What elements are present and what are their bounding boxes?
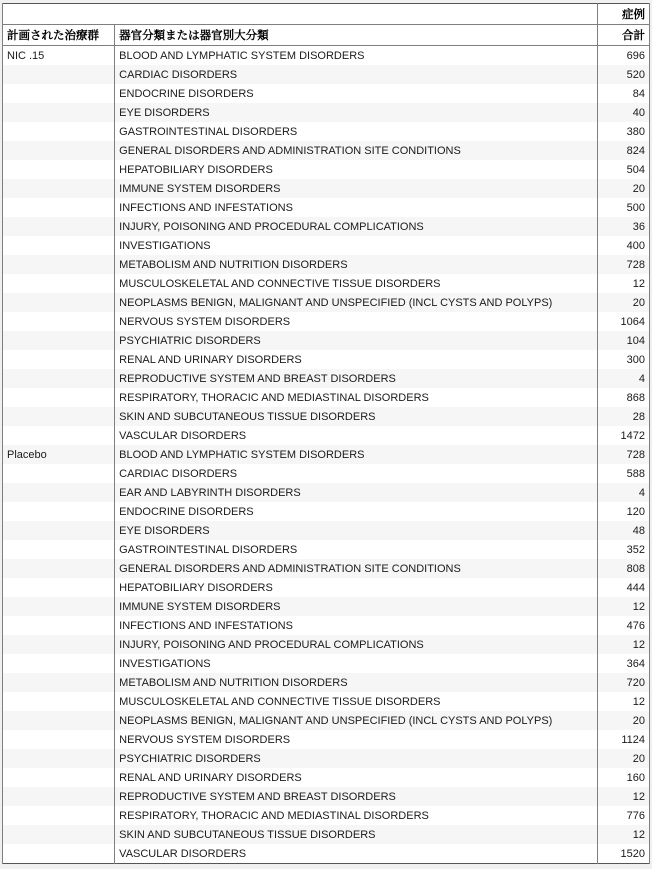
- case-total-cell: 12: [597, 597, 649, 616]
- table-row: [3, 331, 650, 350]
- treatment-group-cell: [3, 654, 115, 673]
- table-row: [3, 749, 650, 768]
- table-row: [3, 635, 650, 654]
- table-row: [3, 654, 650, 673]
- treatment-group-cell: Placebo: [3, 445, 115, 464]
- treatment-group-cell: [3, 160, 115, 179]
- table-row: [3, 274, 650, 293]
- organ-class-cell: CARDIAC DISORDERS: [115, 464, 598, 483]
- organ-class-cell: EYE DISORDERS: [115, 103, 598, 122]
- case-total-cell: 4: [597, 483, 649, 502]
- table-row: [3, 711, 650, 730]
- treatment-group-cell: [3, 426, 115, 445]
- organ-class-cell: ENDOCRINE DISORDERS: [115, 502, 598, 521]
- case-total-cell: 808: [597, 559, 649, 578]
- organ-class-cell: VASCULAR DISORDERS: [115, 426, 598, 445]
- treatment-group-cell: [3, 806, 115, 825]
- case-total-cell: 728: [597, 255, 649, 274]
- organ-class-cell: INJURY, POISONING AND PROCEDURAL COMPLICATIONS: [115, 217, 598, 236]
- header-row-top: [3, 4, 650, 25]
- organ-class-cell: NEOPLASMS BENIGN, MALIGNANT AND UNSPECIFIED (INCL CYSTS AND POLYPS): [115, 293, 598, 312]
- organ-class-cell: CARDIAC DISORDERS: [115, 65, 598, 84]
- case-total-cell: 48: [597, 521, 649, 540]
- case-total-cell: 300: [597, 350, 649, 369]
- treatment-group-cell: [3, 844, 115, 864]
- table-row: [3, 46, 650, 66]
- treatment-group-cell: [3, 141, 115, 160]
- table-body: [3, 46, 650, 864]
- treatment-group-cell: [3, 369, 115, 388]
- case-total-cell: 1124: [597, 730, 649, 749]
- organ-class-cell: METABOLISM AND NUTRITION DISORDERS: [115, 255, 598, 274]
- case-total-cell: 20: [597, 711, 649, 730]
- organ-class-cell: RENAL AND URINARY DISORDERS: [115, 768, 598, 787]
- case-total-cell: 12: [597, 825, 649, 844]
- treatment-group-cell: [3, 255, 115, 274]
- treatment-group-cell: [3, 597, 115, 616]
- case-total-cell: 1520: [597, 844, 649, 864]
- table-row: [3, 236, 650, 255]
- treatment-group-cell: [3, 236, 115, 255]
- treatment-group-cell: [3, 103, 115, 122]
- organ-class-cell: HEPATOBILIARY DISORDERS: [115, 160, 598, 179]
- case-total-cell: 500: [597, 198, 649, 217]
- treatment-group-cell: [3, 578, 115, 597]
- table-row: [3, 255, 650, 274]
- treatment-group-cell: [3, 84, 115, 103]
- case-total-cell: 28: [597, 407, 649, 426]
- table-row: [3, 141, 650, 160]
- organ-class-cell: HEPATOBILIARY DISORDERS: [115, 578, 598, 597]
- table-row: [3, 559, 650, 578]
- treatment-group-cell: [3, 483, 115, 502]
- organ-class-cell: PSYCHIATRIC DISORDERS: [115, 331, 598, 350]
- case-total-cell: 40: [597, 103, 649, 122]
- case-total-cell: 588: [597, 464, 649, 483]
- table-row: [3, 198, 650, 217]
- case-total-cell: 12: [597, 635, 649, 654]
- organ-class-cell: SKIN AND SUBCUTANEOUS TISSUE DISORDERS: [115, 407, 598, 426]
- table-row: [3, 160, 650, 179]
- table-row: [3, 65, 650, 84]
- table-row: [3, 673, 650, 692]
- case-total-cell: 1064: [597, 312, 649, 331]
- case-total-cell: 36: [597, 217, 649, 236]
- table-row: [3, 616, 650, 635]
- table-row: [3, 806, 650, 825]
- case-total-cell: 4: [597, 369, 649, 388]
- table-row: [3, 768, 650, 787]
- table-row: [3, 445, 650, 464]
- organ-class-cell: GENERAL DISORDERS AND ADMINISTRATION SITE CONDITIONS: [115, 141, 598, 160]
- organ-class-cell: BLOOD AND LYMPHATIC SYSTEM DISORDERS: [115, 445, 598, 464]
- organ-class-cell: RENAL AND URINARY DISORDERS: [115, 350, 598, 369]
- organ-class-cell: VASCULAR DISORDERS: [115, 844, 598, 864]
- table-row: [3, 597, 650, 616]
- table-row: [3, 483, 650, 502]
- treatment-group-cell: [3, 540, 115, 559]
- treatment-group-cell: [3, 787, 115, 806]
- table-row: [3, 122, 650, 141]
- treatment-group-cell: [3, 559, 115, 578]
- case-total-cell: 12: [597, 787, 649, 806]
- table-row: [3, 103, 650, 122]
- organ-class-cell: MUSCULOSKELETAL AND CONNECTIVE TISSUE DISORDERS: [115, 274, 598, 293]
- treatment-group-cell: [3, 692, 115, 711]
- case-total-cell: 476: [597, 616, 649, 635]
- table-row: [3, 540, 650, 559]
- organ-class-cell: GASTROINTESTINAL DISORDERS: [115, 122, 598, 141]
- case-total-cell: 400: [597, 236, 649, 255]
- header-treatment-group: 計画された治療群: [3, 25, 115, 46]
- case-total-cell: 868: [597, 388, 649, 407]
- table-row: [3, 464, 650, 483]
- table-row: [3, 730, 650, 749]
- case-total-cell: 824: [597, 141, 649, 160]
- header-total-label: 合計: [597, 25, 649, 46]
- table-row: [3, 825, 650, 844]
- table-row: [3, 312, 650, 331]
- table-row: [3, 787, 650, 806]
- organ-class-cell: NERVOUS SYSTEM DISORDERS: [115, 312, 598, 331]
- organ-class-cell: RESPIRATORY, THORACIC AND MEDIASTINAL DISORDERS: [115, 806, 598, 825]
- treatment-group-cell: [3, 350, 115, 369]
- case-total-cell: 696: [597, 46, 649, 66]
- case-total-cell: 12: [597, 692, 649, 711]
- organ-class-cell: REPRODUCTIVE SYSTEM AND BREAST DISORDERS: [115, 369, 598, 388]
- case-total-cell: 20: [597, 749, 649, 768]
- organ-class-cell: IMMUNE SYSTEM DISORDERS: [115, 597, 598, 616]
- treatment-group-cell: [3, 312, 115, 331]
- treatment-group-cell: NIC .15: [3, 46, 115, 66]
- treatment-group-cell: [3, 730, 115, 749]
- treatment-group-cell: [3, 407, 115, 426]
- treatment-group-cell: [3, 616, 115, 635]
- case-total-cell: 20: [597, 179, 649, 198]
- soc-summary-table: [2, 3, 650, 864]
- case-total-cell: 104: [597, 331, 649, 350]
- organ-class-cell: ENDOCRINE DISORDERS: [115, 84, 598, 103]
- table-row: [3, 407, 650, 426]
- case-total-cell: 12: [597, 274, 649, 293]
- treatment-group-cell: [3, 274, 115, 293]
- case-total-cell: 84: [597, 84, 649, 103]
- treatment-group-cell: [3, 65, 115, 84]
- table-row: [3, 844, 650, 864]
- case-total-cell: 160: [597, 768, 649, 787]
- organ-class-cell: INFECTIONS AND INFESTATIONS: [115, 616, 598, 635]
- organ-class-cell: REPRODUCTIVE SYSTEM AND BREAST DISORDERS: [115, 787, 598, 806]
- table-row: [3, 692, 650, 711]
- table-row: [3, 350, 650, 369]
- case-total-cell: 728: [597, 445, 649, 464]
- treatment-group-cell: [3, 711, 115, 730]
- table-row: [3, 578, 650, 597]
- table-row: [3, 521, 650, 540]
- treatment-group-cell: [3, 635, 115, 654]
- treatment-group-cell: [3, 749, 115, 768]
- organ-class-cell: INVESTIGATIONS: [115, 236, 598, 255]
- treatment-group-cell: [3, 293, 115, 312]
- organ-class-cell: GENERAL DISORDERS AND ADMINISTRATION SITE CONDITIONS: [115, 559, 598, 578]
- table-row: [3, 84, 650, 103]
- organ-class-cell: METABOLISM AND NUTRITION DISORDERS: [115, 673, 598, 692]
- organ-class-cell: PSYCHIATRIC DISORDERS: [115, 749, 598, 768]
- case-total-cell: 1472: [597, 426, 649, 445]
- header-row-bottom: [3, 25, 650, 46]
- organ-class-cell: INJURY, POISONING AND PROCEDURAL COMPLICATIONS: [115, 635, 598, 654]
- organ-class-cell: NEOPLASMS BENIGN, MALIGNANT AND UNSPECIFIED (INCL CYSTS AND POLYPS): [115, 711, 598, 730]
- table-header: [3, 4, 650, 46]
- case-total-cell: 504: [597, 160, 649, 179]
- organ-class-cell: BLOOD AND LYMPHATIC SYSTEM DISORDERS: [115, 46, 598, 66]
- treatment-group-cell: [3, 198, 115, 217]
- treatment-group-cell: [3, 122, 115, 141]
- treatment-group-cell: [3, 521, 115, 540]
- table-row: [3, 388, 650, 407]
- organ-class-cell: INFECTIONS AND INFESTATIONS: [115, 198, 598, 217]
- case-total-cell: 380: [597, 122, 649, 141]
- case-total-cell: 20: [597, 293, 649, 312]
- case-total-cell: 720: [597, 673, 649, 692]
- treatment-group-cell: [3, 179, 115, 198]
- treatment-group-cell: [3, 673, 115, 692]
- organ-class-cell: INVESTIGATIONS: [115, 654, 598, 673]
- organ-class-cell: EYE DISORDERS: [115, 521, 598, 540]
- organ-class-cell: MUSCULOSKELETAL AND CONNECTIVE TISSUE DISORDERS: [115, 692, 598, 711]
- table-row: [3, 217, 650, 236]
- treatment-group-cell: [3, 331, 115, 350]
- organ-class-cell: IMMUNE SYSTEM DISORDERS: [115, 179, 598, 198]
- header-spacer-cell: [3, 4, 598, 25]
- table-row: [3, 369, 650, 388]
- organ-class-cell: SKIN AND SUBCUTANEOUS TISSUE DISORDERS: [115, 825, 598, 844]
- organ-class-cell: NERVOUS SYSTEM DISORDERS: [115, 730, 598, 749]
- case-total-cell: 120: [597, 502, 649, 521]
- treatment-group-cell: [3, 825, 115, 844]
- header-organ-class: 器官分類または器官別大分類: [115, 25, 598, 46]
- table-row: [3, 426, 650, 445]
- organ-class-cell: RESPIRATORY, THORACIC AND MEDIASTINAL DISORDERS: [115, 388, 598, 407]
- organ-class-cell: GASTROINTESTINAL DISORDERS: [115, 540, 598, 559]
- case-total-cell: 444: [597, 578, 649, 597]
- table-row: [3, 293, 650, 312]
- treatment-group-cell: [3, 388, 115, 407]
- case-total-cell: 520: [597, 65, 649, 84]
- header-cases-label: 症例: [597, 4, 649, 25]
- case-total-cell: 776: [597, 806, 649, 825]
- case-total-cell: 364: [597, 654, 649, 673]
- organ-class-cell: EAR AND LABYRINTH DISORDERS: [115, 483, 598, 502]
- treatment-group-cell: [3, 217, 115, 236]
- treatment-group-cell: [3, 502, 115, 521]
- table-row: [3, 179, 650, 198]
- treatment-group-cell: [3, 768, 115, 787]
- treatment-group-cell: [3, 464, 115, 483]
- case-total-cell: 352: [597, 540, 649, 559]
- table-row: [3, 502, 650, 521]
